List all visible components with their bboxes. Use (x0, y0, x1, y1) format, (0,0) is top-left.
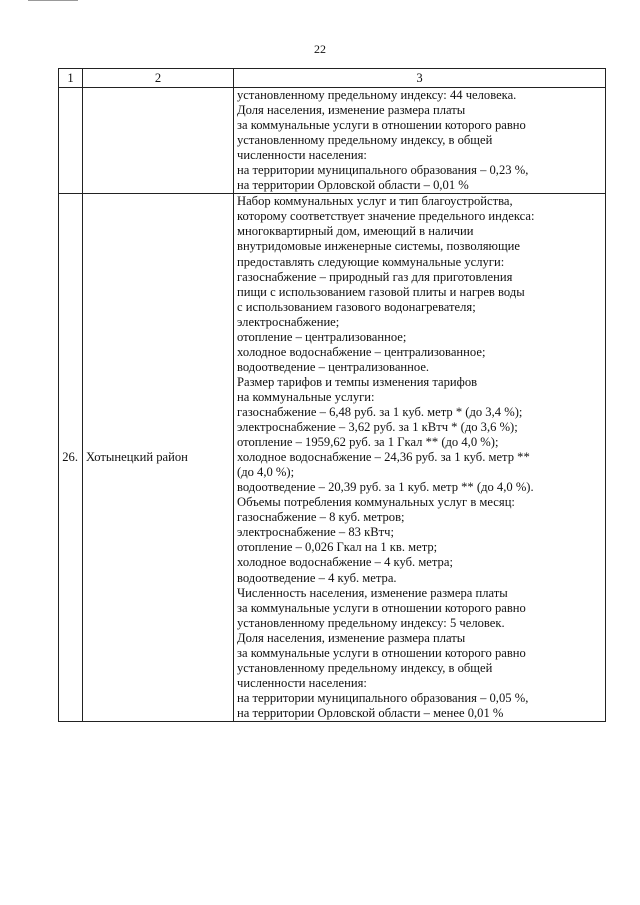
description-line: на коммунальные услуги: (237, 389, 375, 404)
description-line: установленному предельному индексу: 5 человек. (237, 615, 505, 630)
description-line: которому соответствует значение предельного индекса: (237, 209, 535, 224)
description-line: за коммунальные услуги в отношении которого равно (237, 118, 526, 133)
description-line: водоотведение – централизованное. (237, 359, 430, 374)
header-col-3: 3 (234, 69, 606, 88)
description-line: холодное водоснабжение – централизованное; (237, 344, 486, 359)
header-col-1: 1 (59, 69, 83, 88)
description-line: многоквартирный дом, имеющий в наличии (237, 224, 474, 239)
description-line: на территории муниципального образования – 0,05 %, (237, 690, 529, 705)
description-line: Численность населения, изменение размера платы (237, 585, 508, 600)
description-line: установленному предельному индексу, в общей (237, 133, 493, 148)
description-line: на территории Орловской области – 0,01 % (237, 178, 469, 193)
district-cell (83, 88, 234, 194)
table-row (59, 194, 606, 722)
row-number-cell: 26. (59, 194, 83, 722)
description-line: за коммунальные услуги в отношении которого равно (237, 645, 526, 660)
description-line: (до 4,0 %); (237, 465, 295, 480)
description-line: отопление – 0,026 Гкал на 1 кв. метр; (237, 540, 438, 555)
description-line: Доля населения, изменение размера платы (237, 103, 466, 118)
description-line: электроснабжение – 3,62 руб. за 1 кВтч * (до 3,6 %); (237, 420, 518, 435)
description-line: пищи с использованием газовой плиты и нагрев воды (237, 284, 525, 299)
description-line: Объемы потребления коммунальных услуг в месяц: (237, 495, 515, 510)
district-cell: Хотынецкий район (83, 194, 234, 722)
description-line: газоснабжение – 8 куб. метров; (237, 510, 405, 525)
description-line: установленному предельному индексу: 44 человека. (237, 88, 517, 102)
description-line: за коммунальные услуги в отношении которого равно (237, 600, 526, 615)
description-lines (237, 88, 602, 193)
description-line: численности населения: (237, 675, 367, 690)
description-line: на территории муниципального образования – 0,23 %, (237, 163, 529, 178)
description-cell (234, 194, 606, 722)
description-line: внутридомовые инженерные системы, позволяющие (237, 239, 520, 254)
page-number: 22 (314, 42, 326, 56)
description-line: холодное водоснабжение – 4 куб. метра; (237, 555, 453, 570)
description-line: с использованием газового водонагревателя; (237, 299, 476, 314)
description-line: Набор коммунальных услуг и тип благоустройства, (237, 194, 513, 209)
description-line: газоснабжение – природный газ для приготовления (237, 269, 513, 284)
table-header-row (59, 69, 606, 88)
table-row (59, 88, 606, 194)
scan-edge-mark (28, 0, 78, 4)
description-line: водоотведение – 4 куб. метра. (237, 570, 397, 585)
description-line: отопление – централизованное; (237, 329, 407, 344)
description-line: газоснабжение – 6,48 руб. за 1 куб. метр * (до 3,4 %); (237, 404, 523, 419)
description-lines (237, 194, 602, 721)
description-line: Доля населения, изменение размера платы (237, 630, 466, 645)
description-line: холодное водоснабжение – 24,36 руб. за 1 куб. метр ** (237, 450, 530, 465)
description-line: электроснабжение – 83 кВтч; (237, 525, 394, 540)
description-line: установленному предельному индексу, в общей (237, 660, 493, 675)
description-line: водоотведение – 20,39 руб. за 1 куб. метр ** (до 4,0 %). (237, 480, 534, 495)
description-line: на территории Орловской области – менее 0,01 % (237, 705, 504, 720)
tariff-table (58, 68, 606, 722)
description-line: предоставлять следующие коммунальные услуги: (237, 254, 505, 269)
description-line: Размер тарифов и темпы изменения тарифов (237, 374, 478, 389)
header-col-2: 2 (83, 69, 234, 88)
description-line: отопление – 1959,62 руб. за 1 Гкал ** (до 4,0 %); (237, 435, 499, 450)
description-cell (234, 88, 606, 194)
row-number-cell (59, 88, 83, 194)
description-line: электроснабжение; (237, 314, 340, 329)
description-line: численности населения: (237, 148, 367, 163)
